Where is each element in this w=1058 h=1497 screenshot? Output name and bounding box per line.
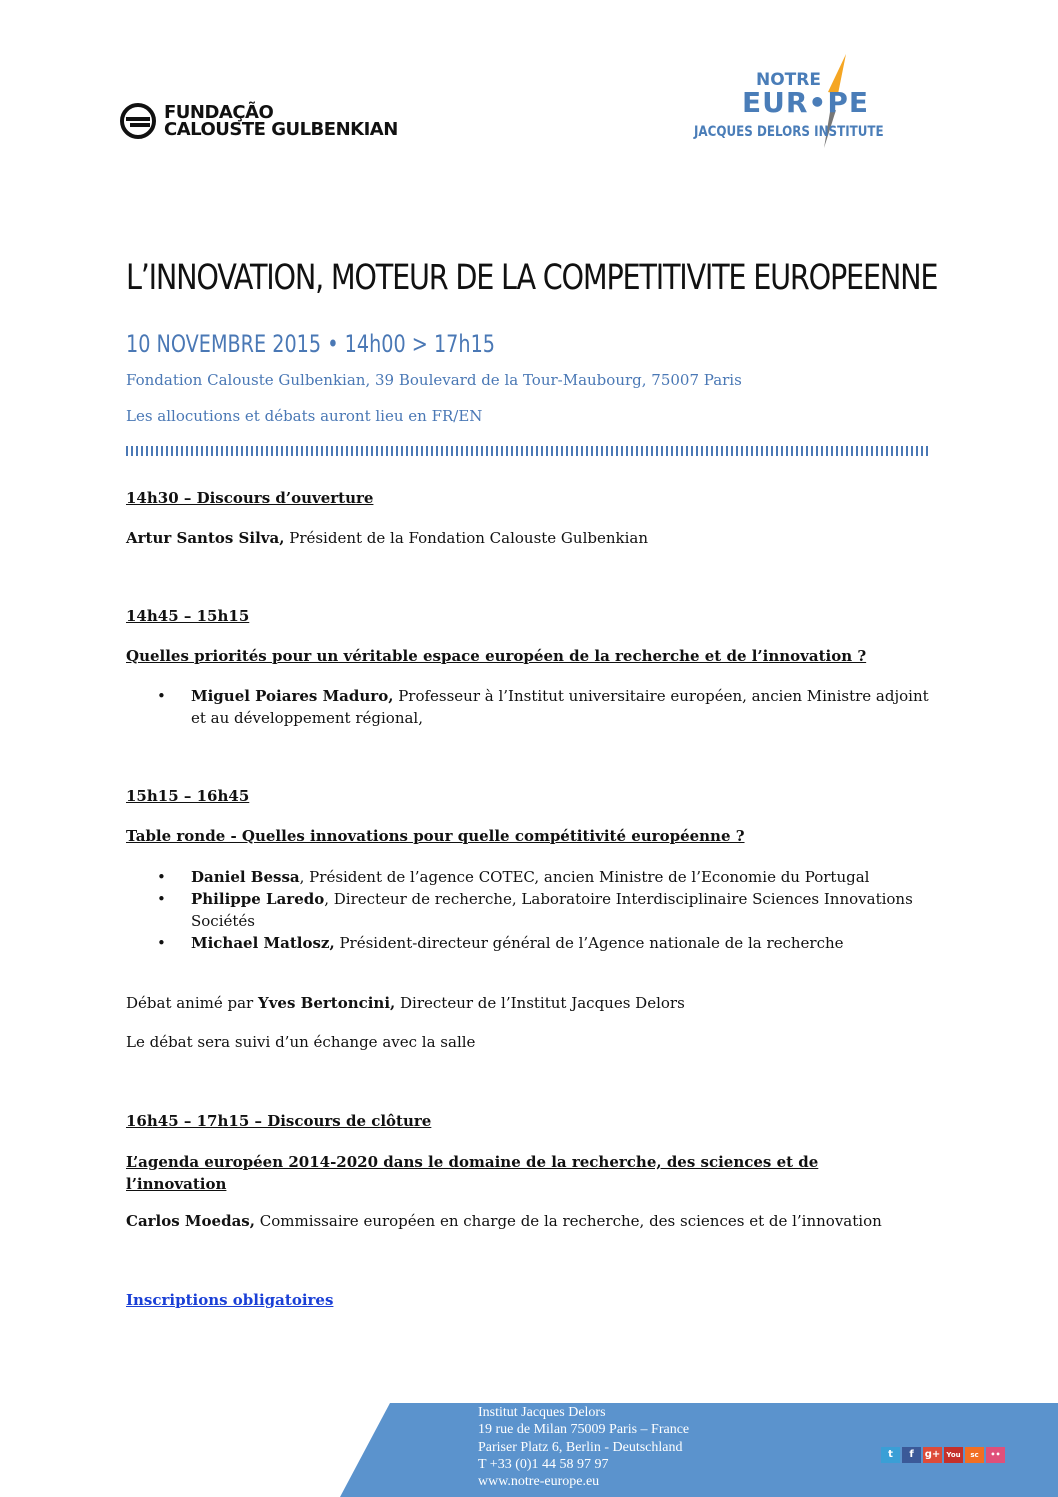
section-heading: 16h45 – 17h15 – Discours de clôture [126,1112,432,1130]
list-item [191,685,931,729]
social-icons [881,1447,1005,1463]
section-heading: 15h15 – 16h45 [126,787,250,805]
section-subheading: Quelles priorités pour un véritable espace européen de la recherche et de l’innovation ? [126,647,867,665]
list-item [191,866,931,888]
section-heading: 14h30 – Discours d’ouverture [126,489,374,507]
speaker-role: Président de la Fondation Calouste Gulbenkian [284,529,649,547]
speaker-role: , Président de l’agence COTEC, ancien Ministre de l’Economie du Portugal [299,868,870,886]
debate-note: Le débat sera suivi d’un échange avec la salle [126,1033,476,1051]
speaker-line [126,529,648,547]
footer-line: 19 rue de Milan 75009 Paris – France [478,1422,690,1438]
footer-line: Institut Jacques Delors [478,1405,606,1420]
notre-europe-logo [694,52,934,152]
logo-notre: NOTRE [756,70,821,90]
moderator-line [126,994,685,1012]
speaker-line [126,1212,882,1230]
speaker-name: Miguel Poiares Maduro, [191,687,394,705]
footer-line: T +33 (0)1 44 58 97 97 [478,1456,609,1472]
speaker-name: Daniel Bessa [191,868,300,886]
footer-address [478,1404,689,1490]
youtube-icon[interactable]: You [944,1447,963,1463]
event-venue: Fondation Calouste Gulbenkian, 39 Boulevard de la Tour-Maubourg, 75007 Paris [126,371,742,389]
speaker-role: Commissaire européen en charge de la recherche, des sciences et de l’innovation [254,1212,882,1230]
speaker-role: , Directeur de recherche, Laboratoire Interdisciplinaire Sciences Innovations Sociétés [191,890,913,930]
list-item [191,888,931,932]
list-item [191,932,931,954]
footer-website[interactable]: www.notre-europe.eu [478,1474,600,1490]
google-plus-icon[interactable]: g+ [923,1447,942,1463]
section-heading: 14h45 – 15h15 [126,607,250,625]
moderator-role: Directeur de l’Institut Jacques Delors [395,994,685,1012]
speaker-name: Artur Santos Silva, [126,529,285,547]
event-languages: Les allocutions et débats auront lieu en FR/EN [126,407,483,425]
moderator-prefix: Débat animé par [126,994,258,1012]
page-title: L’INNOVATION, MOTEUR DE LA COMPETITIVITE EUROPEENNE [126,258,938,298]
logo-europe: EUR•PE [742,86,869,119]
speaker-name: Carlos Moedas, [126,1212,255,1230]
flickr-icon[interactable]: •• [986,1447,1005,1463]
speaker-name: Philippe Laredo [191,890,325,908]
section-subheading: L’agenda européen 2014-2020 dans le domaine de la recherche, des sciences et de l’innovation [126,1153,819,1193]
event-date: 10 NOVEMBRE 2015 • 14h00 > 17h15 [126,330,495,358]
speaker-role: Professeur à l’Institut universitaire européen, ancien Ministre adjoint et au développement régional, [191,687,929,727]
gulbenkian-logo-line2: CALOUSTE GULBENKIAN [164,119,398,140]
speaker-role: Président-directeur général de l’Agence nationale de la recherche [334,934,844,952]
twitter-icon[interactable]: t [881,1447,900,1463]
moderator-name: Yves Bertoncini, [258,994,396,1012]
registration-link[interactable]: Inscriptions obligatoires [126,1291,334,1309]
tick-divider [126,446,930,456]
speaker-list [126,866,931,954]
gulbenkian-logo [120,103,398,139]
gulbenkian-logo-line1: FUNDAÇÃO [164,102,274,123]
speaker-name: Michael Matlosz, [191,934,335,952]
footer-line: Pariser Platz 6, Berlin - Deutschland [478,1439,683,1455]
facebook-icon[interactable]: f [902,1447,921,1463]
soundcloud-icon[interactable]: sc [965,1447,984,1463]
section-subheading: Table ronde - Quelles innovations pour quelle compétitivité européenne ? [126,827,745,845]
gulbenkian-emblem-icon [120,103,156,139]
speaker-list [126,685,931,729]
logo-jdi: JACQUES DELORS INSTITUTE [694,124,884,140]
